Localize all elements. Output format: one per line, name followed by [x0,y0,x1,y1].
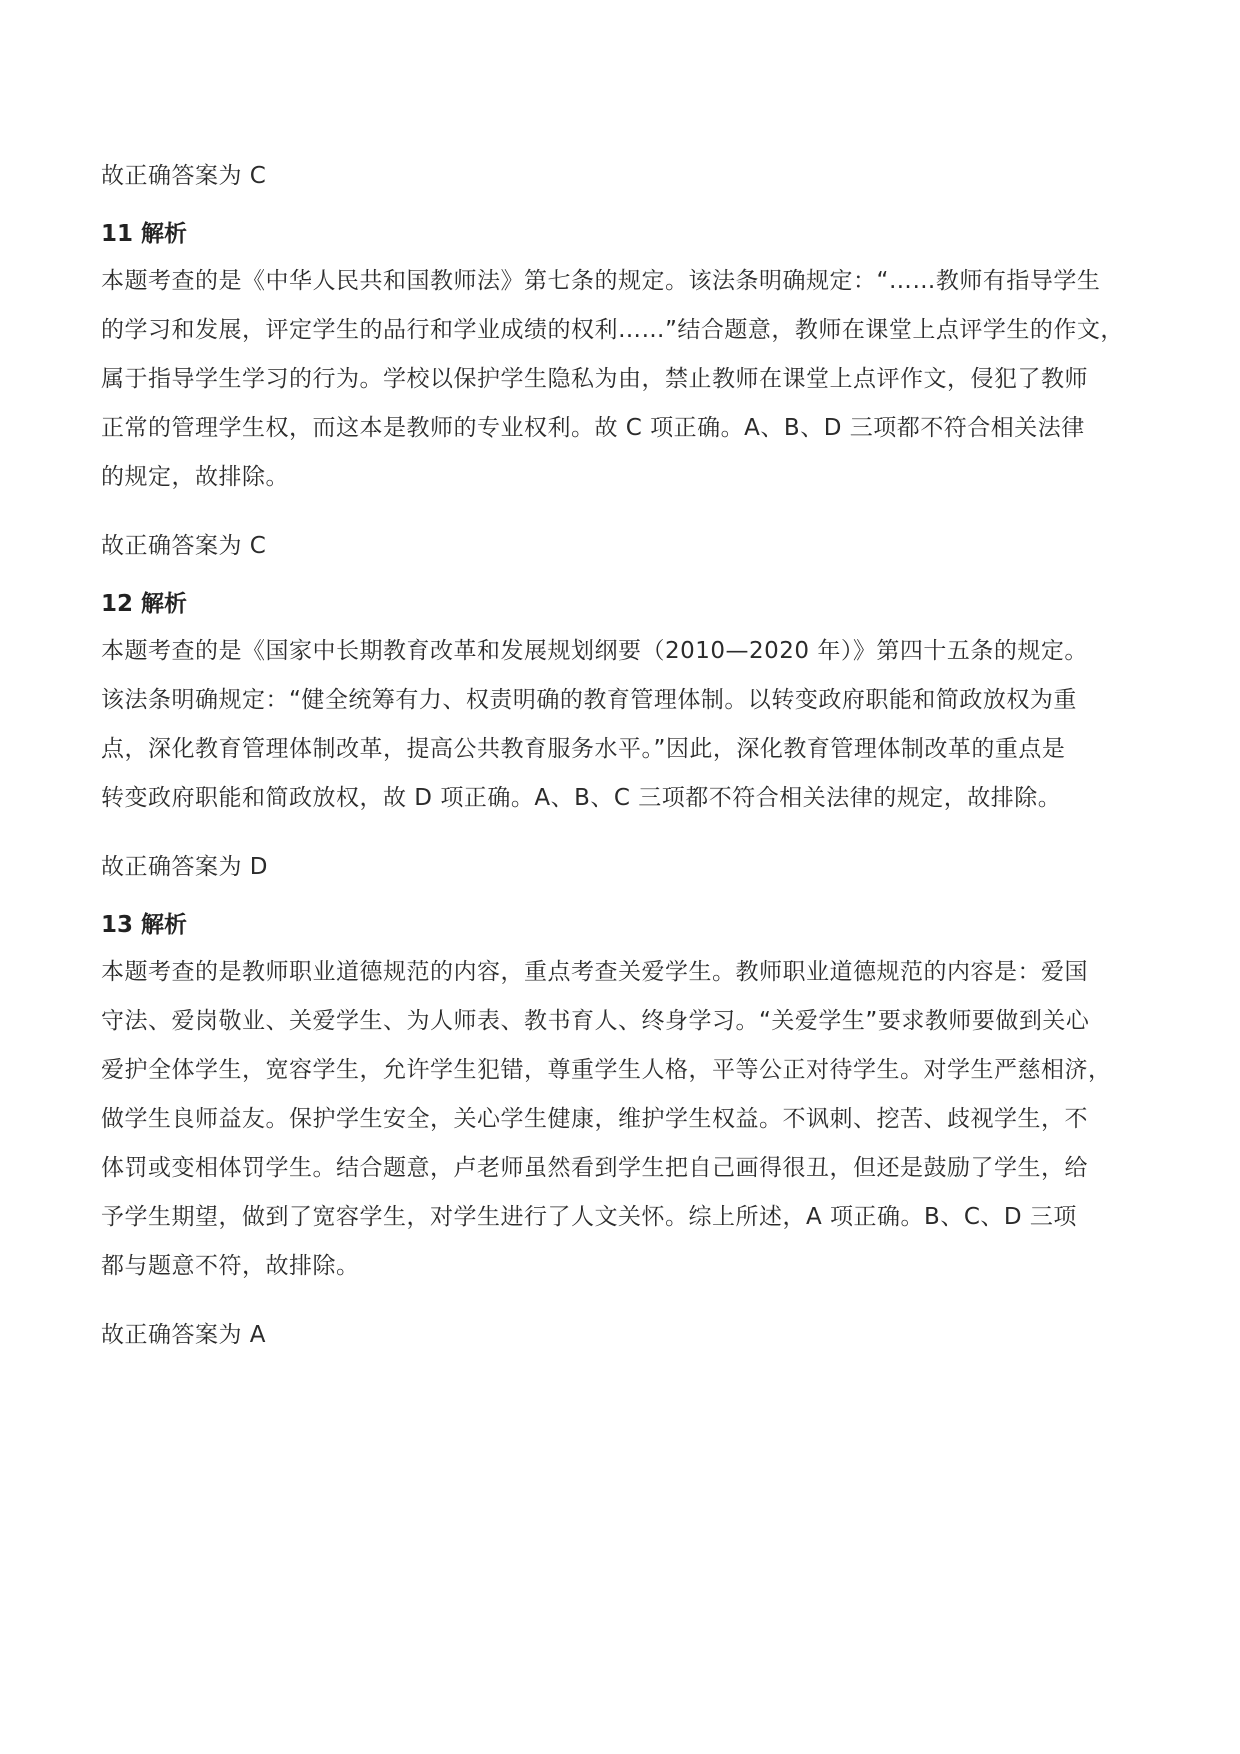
paragraph-line: 本题考查的是教师职业道德规范的内容，重点考查关爱学生。教师职业道德规范的内容是：爱国 [101,959,1088,985]
paragraph-line: 该法条明确规定：“健全统筹有力、权责明确的教育管理体制。以转变政府职能和简政放权为重 [101,687,1077,713]
answer-line: 故正确答案为 D [101,854,269,880]
paragraph-line: 都与题意不符，故排除。 [101,1253,360,1279]
answer-line-prev: 故正确答案为 C [101,163,267,189]
paragraph-line: 爱护全体学生，宽容学生，允许学生犯错，尊重学生人格，平等公正对待学生。对学生严慈相济， [101,1057,1112,1083]
paragraph-line: 本题考查的是《国家中长期教育改革和发展规划纲要（2010—2020 年）》第四十五条的规定。 [101,638,1088,664]
paragraph-line: 的学习和发展，评定学生的品行和学业成绩的权利……”结合题意，教师在课堂上点评学生的作文， [101,317,1124,343]
answer-line: 故正确答案为 C [101,533,267,559]
paragraph-line: 的规定，故排除。 [101,464,289,490]
paragraph-line: 点，深化教育管理体制改革，提高公共教育服务水平。”因此，深化教育管理体制改革的重点是 [101,736,1066,762]
paragraph-line: 属于指导学生学习的行为。学校以保护学生隐私为由，禁止教师在课堂上点评作文，侵犯了教师 [101,366,1088,392]
section-paragraph [101,249,1161,510]
paragraph-line: 正常的管理学生权，而这本是教师的专业权利。故 C 项正确。A、B、D 三项都不符合相关法律 [101,415,1085,441]
section-paragraph [101,619,1161,831]
paragraph-line: 予学生期望，做到了宽容学生，对学生进行了人文关怀。综上所述，A 项正确。B、C、D 三项 [101,1204,1077,1230]
section-13 [101,909,1161,1352]
section-12 [101,588,1161,884]
paragraph-line: 守法、爱岗敬业、关爱学生、为人师表、教书育人、终身学习。“关爱学生”要求教师要做到关心 [101,1008,1090,1034]
section-11 [101,218,1161,563]
section-title: 13 解析 [101,912,188,938]
paragraph-line: 做学生良师益友。保护学生安全，关心学生健康，维护学生权益。不讽刺、挖苦、歧视学生，不 [101,1106,1088,1132]
paragraph-line: 体罚或变相体罚学生。结合题意，卢老师虽然看到学生把自己画得很丑，但还是鼓励了学生，给 [101,1155,1088,1181]
section-title: 12 解析 [101,591,188,617]
answer-line: 故正确答案为 A [101,1322,267,1348]
section-title: 11 解析 [101,221,188,247]
document-page [101,160,1161,1377]
paragraph-line: 本题考查的是《中华人民共和国教师法》第七条的规定。该法条明确规定：“……教师有指导学生 [101,268,1101,294]
paragraph-line: 转变政府职能和简政放权，故 D 项正确。A、B、C 三项都不符合相关法律的规定，故排除。 [101,785,1062,811]
section-paragraph [101,940,1161,1299]
